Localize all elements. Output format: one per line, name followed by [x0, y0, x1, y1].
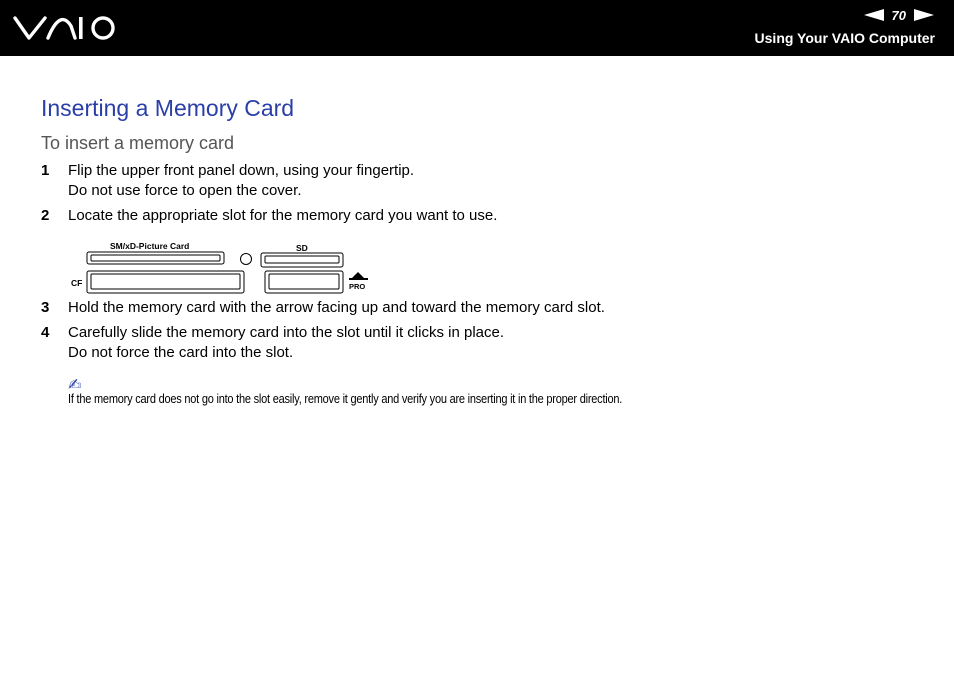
sm-xd-slot [87, 252, 224, 264]
pencil-note-icon: ✍ [68, 377, 82, 394]
step-text: Hold the memory card with the arrow facing up and toward the memory card slot. [68, 299, 605, 316]
step-number: 1 [41, 162, 50, 179]
page-title: Inserting a Memory Card [41, 95, 295, 121]
memory-card-slot-diagram [68, 238, 378, 296]
page-navigation [864, 6, 934, 24]
step-text: Locate the appropriate slot for the memory card you want to use. [68, 207, 498, 224]
previous-page-arrow-icon[interactable] [864, 9, 884, 21]
sm-xd-label: SM/xD-Picture Card [110, 241, 190, 251]
sd-slot [261, 253, 343, 267]
cf-label: CF [71, 278, 83, 288]
note-text: If the memory card does not go into the slot easily, remove it gently and verify you are inserting it in the proper direction. [68, 392, 623, 406]
step-number: 2 [41, 207, 50, 224]
memory-stick-logo-icon [349, 272, 368, 280]
step-text: Flip the upper front panel down, using your fingertip. [68, 162, 415, 179]
step-text: Do not use force to open the cover. [68, 182, 302, 199]
procedure-subtitle: To insert a memory card [41, 133, 235, 153]
step-number: 4 [41, 324, 50, 341]
section-title: Using Your VAIO Computer [754, 30, 935, 46]
page-header [0, 0, 954, 56]
next-page-arrow-icon[interactable] [914, 9, 934, 21]
vaio-logo [13, 14, 121, 42]
indicator-light-icon [241, 254, 252, 265]
step-text: Do not force the card into the slot. [68, 344, 294, 361]
pro-label: PRO [349, 282, 366, 291]
sd-label: SD [296, 243, 308, 253]
step-number: 3 [41, 299, 50, 316]
step-text: Carefully slide the memory card into the slot until it clicks in place. [68, 324, 505, 341]
page-number: 70 [891, 7, 906, 23]
